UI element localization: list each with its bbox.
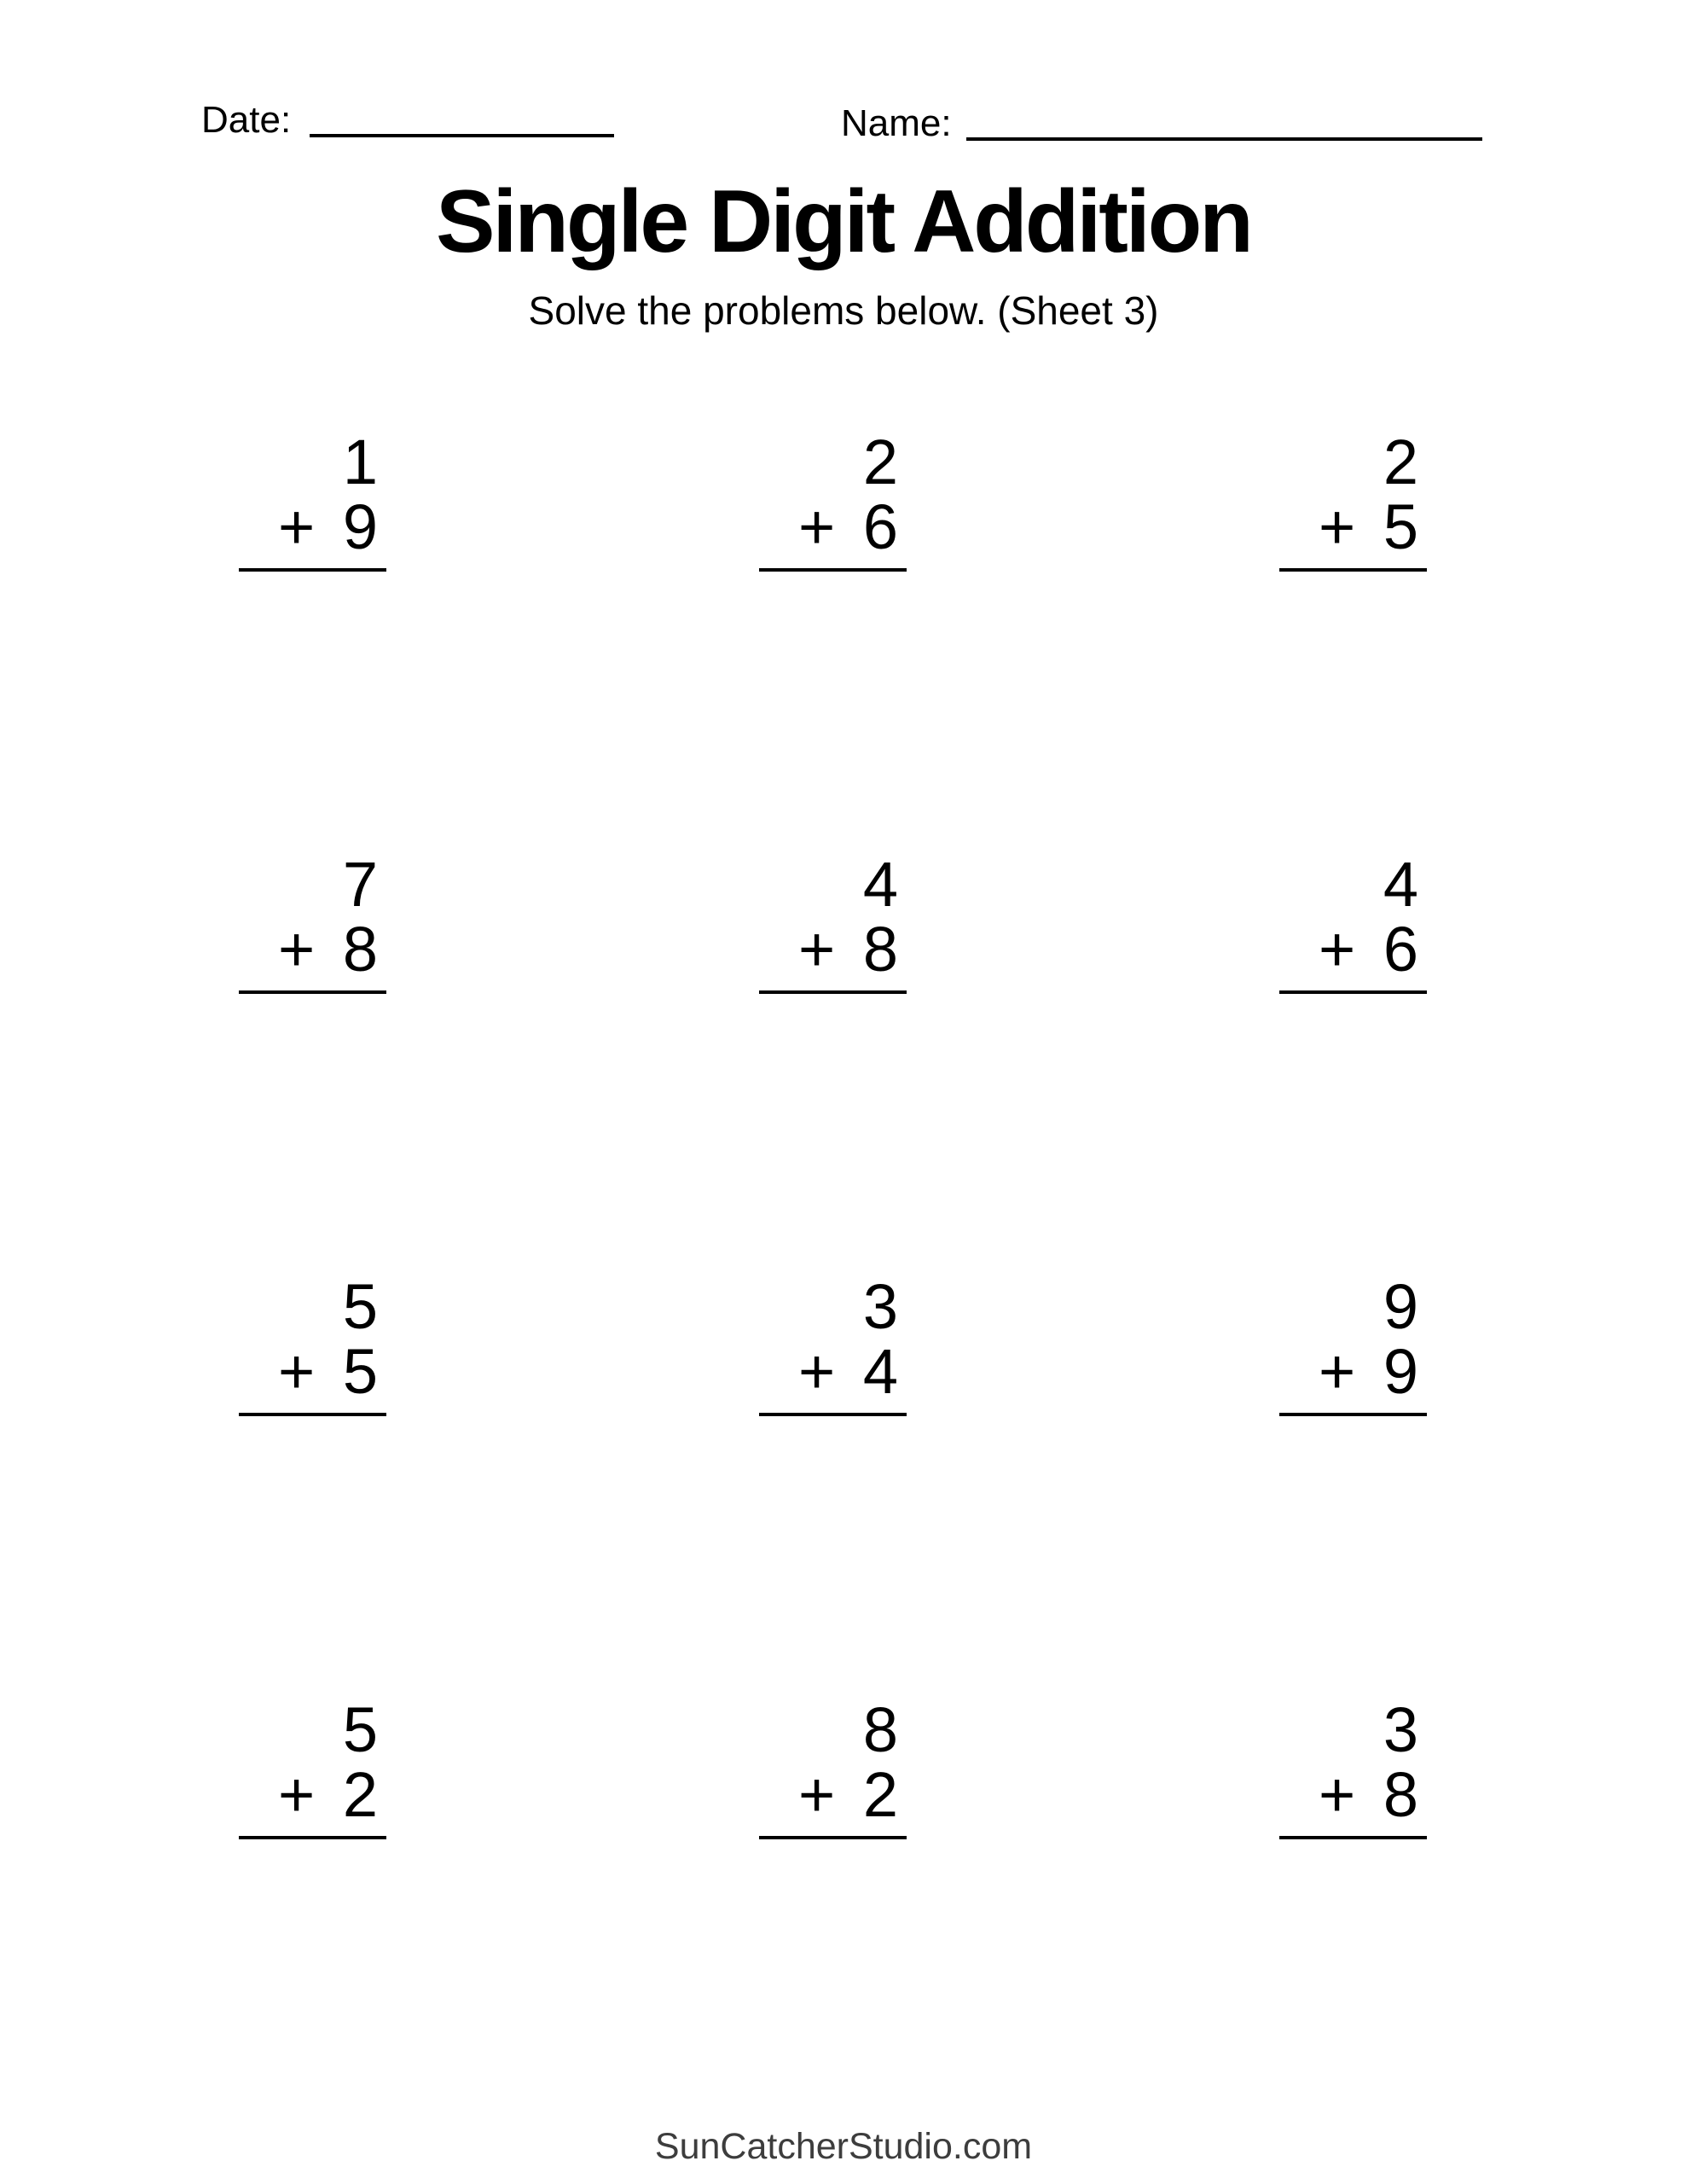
plus-sign: + [798, 1336, 836, 1407]
problem-top-number: 4 [1383, 849, 1418, 920]
problem-addend: 9 [1383, 1336, 1418, 1407]
addition-problem [759, 849, 907, 994]
addition-problem [1279, 1694, 1427, 1839]
plus-sign: + [278, 491, 316, 562]
addition-problem [1279, 849, 1427, 994]
plus-sign: + [1319, 914, 1356, 985]
page-subtitle: Solve the problems below. (Sheet 3) [528, 288, 1159, 333]
addition-problem [759, 1694, 907, 1839]
problem-top-number: 2 [862, 427, 898, 497]
problem-addend: 6 [862, 491, 898, 562]
plus-sign: + [278, 1759, 316, 1830]
problem-addend: 5 [342, 1336, 378, 1407]
problem-addend: 8 [1383, 1759, 1418, 1830]
problem-top-number: 8 [862, 1694, 898, 1765]
problem-top-number: 4 [862, 849, 898, 920]
plus-sign: + [278, 1336, 316, 1407]
problem-top-number: 9 [1383, 1271, 1418, 1342]
problem-top-number: 3 [862, 1271, 898, 1342]
date-underline [310, 134, 614, 137]
page-title: Single Digit Addition [436, 172, 1251, 271]
addition-problem [239, 427, 386, 572]
problem-addend: 8 [862, 914, 898, 985]
plus-sign: + [1319, 1759, 1356, 1830]
problem-top-number: 5 [342, 1271, 378, 1342]
addition-problem [759, 427, 907, 572]
problem-top-number: 5 [342, 1694, 378, 1765]
plus-sign: + [1319, 491, 1356, 562]
plus-sign: + [278, 914, 316, 985]
plus-sign: + [798, 1759, 836, 1830]
addition-problem [1279, 427, 1427, 572]
name-label: Name: [841, 102, 952, 144]
problem-top-number: 3 [1383, 1694, 1418, 1765]
problem-addend: 2 [342, 1759, 378, 1830]
problem-top-number: 7 [342, 849, 378, 920]
problem-top-number: 2 [1383, 427, 1418, 497]
addition-problem [239, 1694, 386, 1839]
problem-addend: 5 [1383, 491, 1418, 562]
plus-sign: + [1319, 1336, 1356, 1407]
problem-addend: 2 [862, 1759, 898, 1830]
addition-problem [759, 1271, 907, 1416]
problem-addend: 4 [862, 1336, 898, 1407]
addition-problem [1279, 1271, 1427, 1416]
problem-addend: 8 [342, 914, 378, 985]
problem-top-number: 1 [342, 427, 378, 497]
name-underline [966, 137, 1482, 141]
addition-problem [239, 1271, 386, 1416]
date-label: Date: [201, 99, 292, 141]
problem-addend: 9 [342, 491, 378, 562]
footer-credit: SunCatcherStudio.com [654, 2126, 1033, 2167]
problem-addend: 6 [1383, 914, 1418, 985]
plus-sign: + [798, 914, 836, 985]
plus-sign: + [798, 491, 836, 562]
addition-problem [239, 849, 386, 994]
